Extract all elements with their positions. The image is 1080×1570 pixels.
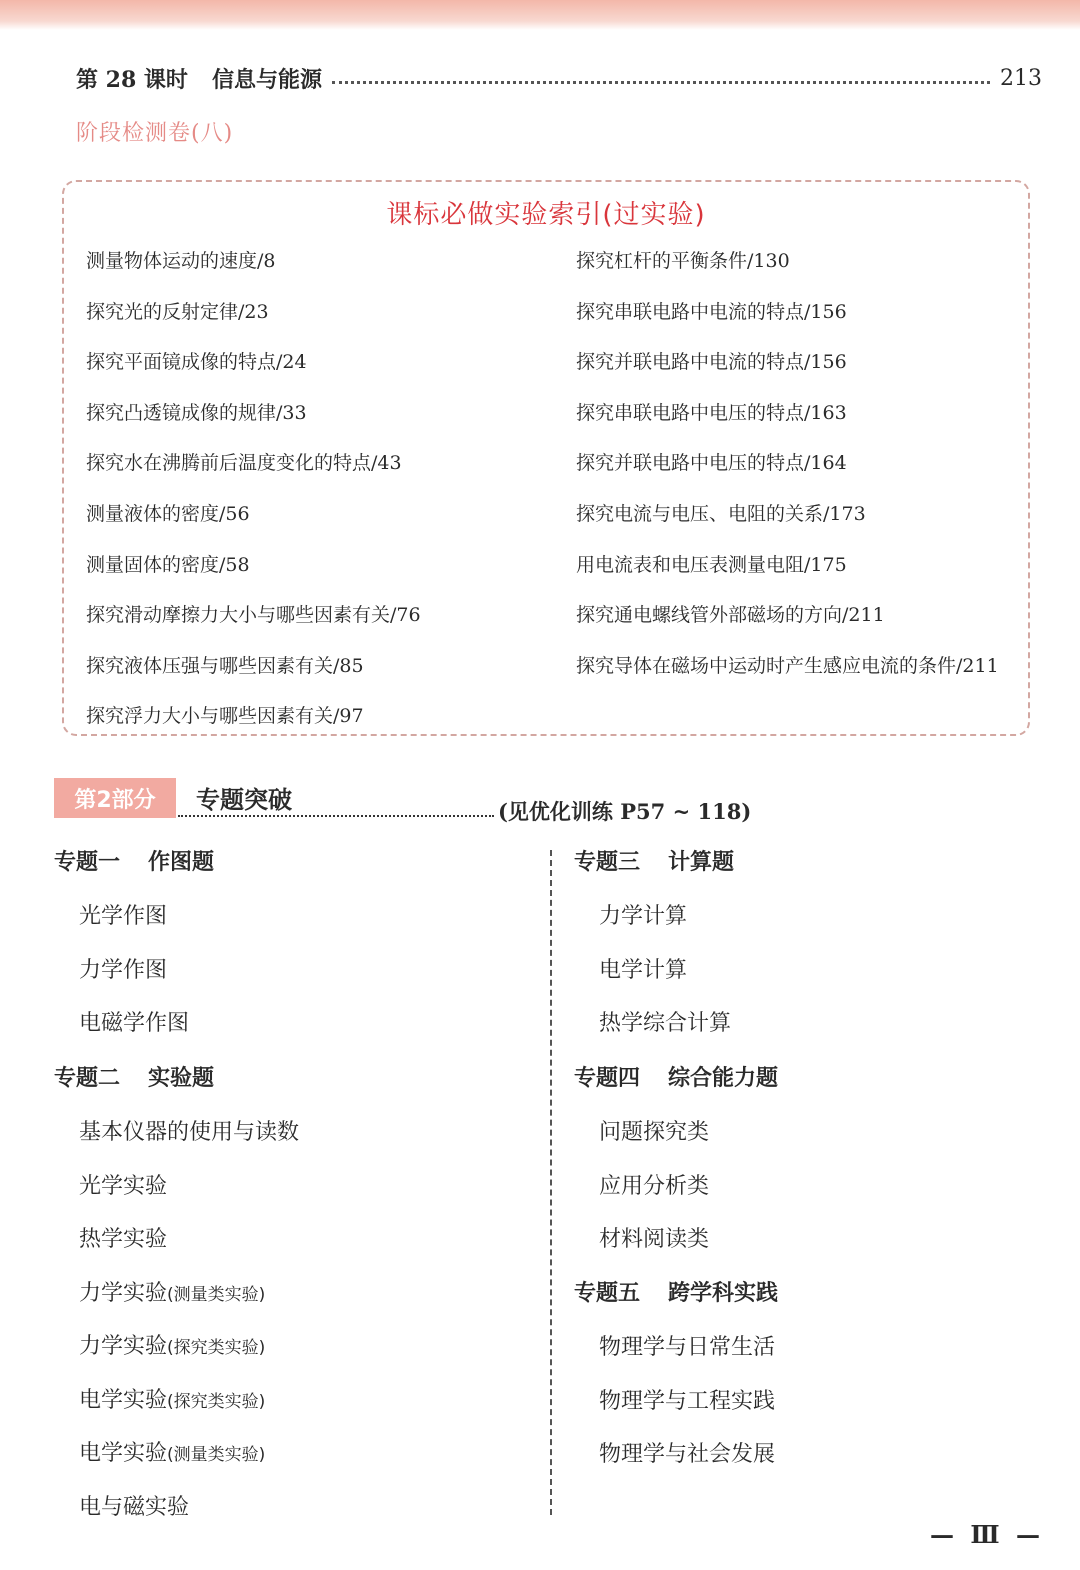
experiment-index-item[interactable]: 探究浮力大小与哪些因素有关/97	[86, 705, 364, 728]
topic-label: 专题五	[574, 1281, 641, 1306]
topic-item[interactable]: 应用分析类	[599, 1173, 710, 1199]
experiment-index-item[interactable]: 测量液体的密度/56	[86, 502, 250, 525]
topic-4	[574, 1064, 778, 1279]
topic-item-note: (探究类实验)	[167, 1391, 266, 1412]
topic-item[interactable]: 问题探究类	[599, 1120, 710, 1145]
topic-label: 专题一	[54, 850, 121, 875]
part-2-badge: 第2部分	[54, 778, 176, 818]
experiment-index-item[interactable]: 测量固体的密度/58	[86, 553, 250, 576]
experiment-index-item[interactable]: 探究滑动摩擦力大小与哪些因素有关/76	[86, 604, 421, 627]
topic-item[interactable]: 物理学与日常生活	[599, 1335, 776, 1360]
experiment-index-item[interactable]: 探究导体在磁场中运动时产生感应电流的条件/211	[576, 654, 999, 677]
topic-name: 作图题	[148, 850, 215, 875]
leader-dots	[332, 81, 990, 84]
experiment-index-item[interactable]: 探究水在沸腾前后温度变化的特点/43	[86, 452, 402, 475]
topic-item-note: (测量类实验)	[167, 1284, 266, 1305]
top-color-band	[0, 0, 1080, 30]
topic-label: 专题二	[54, 1066, 121, 1091]
topic-name: 跨学科实践	[668, 1281, 779, 1306]
topic-item[interactable]: 热学综合计算	[599, 1011, 732, 1036]
topic-name: 计算题	[668, 850, 735, 875]
topic-heading[interactable]	[54, 848, 214, 902]
lesson-title: 信息与能源	[211, 66, 322, 93]
topic-heading[interactable]	[574, 848, 734, 902]
topic-item[interactable]: 热学实验	[79, 1227, 168, 1252]
experiment-index-left-column	[86, 246, 421, 752]
experiment-index-item[interactable]: 探究通电螺线管外部磁场的方向/211	[576, 604, 885, 627]
topic-item[interactable]: 电与磁实验	[79, 1494, 190, 1520]
topic-item[interactable]: 材料阅读类	[599, 1227, 710, 1252]
topic-heading[interactable]	[54, 1064, 299, 1118]
topic-heading[interactable]	[574, 1064, 778, 1118]
experiment-index-title: 课标必做实验索引(过实验)	[386, 200, 706, 230]
topic-5	[574, 1279, 778, 1494]
experiment-index-item[interactable]: 探究并联电路中电压的特点/164	[576, 452, 847, 475]
part-2-title[interactable]: 专题突破	[196, 786, 292, 814]
experiment-index-item[interactable]: 测量物体运动的速度/8	[86, 250, 276, 272]
topic-item[interactable]: 力学实验(探究类实验)	[79, 1334, 266, 1359]
topic-label: 专题三	[574, 850, 641, 875]
topic-item[interactable]: 力学作图	[79, 957, 168, 983]
experiment-index-item[interactable]: 探究电流与电压、电阻的关系/173	[576, 502, 866, 525]
topic-2	[54, 1064, 299, 1546]
topic-item[interactable]: 电学实验(测量类实验)	[79, 1441, 266, 1466]
topic-name: 实验题	[148, 1066, 215, 1091]
experiment-index-item[interactable]: 探究并联电路中电流的特点/156	[576, 351, 847, 374]
topic-item[interactable]: 物理学与工程实践	[599, 1388, 776, 1414]
topic-item-note: (探究类实验)	[167, 1338, 266, 1358]
topic-item[interactable]: 光学作图	[79, 904, 168, 929]
part-2-reference: (见优化训练 P57 ~ 118)	[498, 799, 752, 824]
column-divider	[550, 850, 552, 1515]
experiment-index-item[interactable]: 用电流表和电压表测量电阻/175	[576, 553, 847, 576]
lesson-number: 第 28 课时	[76, 66, 188, 93]
experiment-index-item[interactable]: 探究光的反射定律/23	[86, 300, 269, 323]
topic-item[interactable]: 物理学与社会发展	[599, 1442, 776, 1467]
experiment-index-item[interactable]: 探究平面镜成像的特点/24	[86, 351, 307, 374]
topic-label: 专题四	[574, 1066, 641, 1091]
toc-entry-lesson-28[interactable]	[76, 60, 1042, 96]
topic-item[interactable]: 力学实验(测量类实验)	[79, 1280, 266, 1306]
topic-heading[interactable]	[574, 1279, 778, 1333]
topic-item[interactable]: 光学实验	[79, 1173, 168, 1199]
lesson-page-number: 213	[1000, 65, 1042, 91]
topic-item-note: (测量类实验)	[167, 1445, 266, 1465]
stage-test-entry[interactable]: 阶段检测卷(八)	[76, 121, 234, 146]
topic-1	[54, 848, 214, 1063]
experiment-index-item[interactable]: 探究串联电路中电流的特点/156	[576, 300, 847, 323]
experiment-index-item[interactable]: 探究串联电路中电压的特点/163	[576, 401, 847, 424]
topic-item[interactable]: 力学计算	[599, 904, 688, 929]
topic-name: 综合能力题	[668, 1066, 779, 1091]
page-number: — Ⅲ —	[930, 1520, 1044, 1549]
experiment-index-item[interactable]: 探究液体压强与哪些因素有关/85	[86, 654, 364, 677]
topic-item[interactable]: 电学实验(探究类实验)	[79, 1387, 266, 1413]
topic-item[interactable]: 电磁学作图	[79, 1011, 190, 1036]
experiment-index-right-column	[576, 246, 999, 701]
experiment-index-item[interactable]: 探究凸透镜成像的规律/33	[86, 401, 307, 424]
part-2-underline	[178, 815, 494, 817]
experiment-index-item[interactable]: 探究杠杆的平衡条件/130	[576, 250, 790, 272]
topic-item[interactable]: 基本仪器的使用与读数	[79, 1120, 300, 1145]
topic-item[interactable]: 电学计算	[599, 957, 688, 983]
experiment-index-box	[62, 180, 1030, 736]
topic-3	[574, 848, 734, 1063]
